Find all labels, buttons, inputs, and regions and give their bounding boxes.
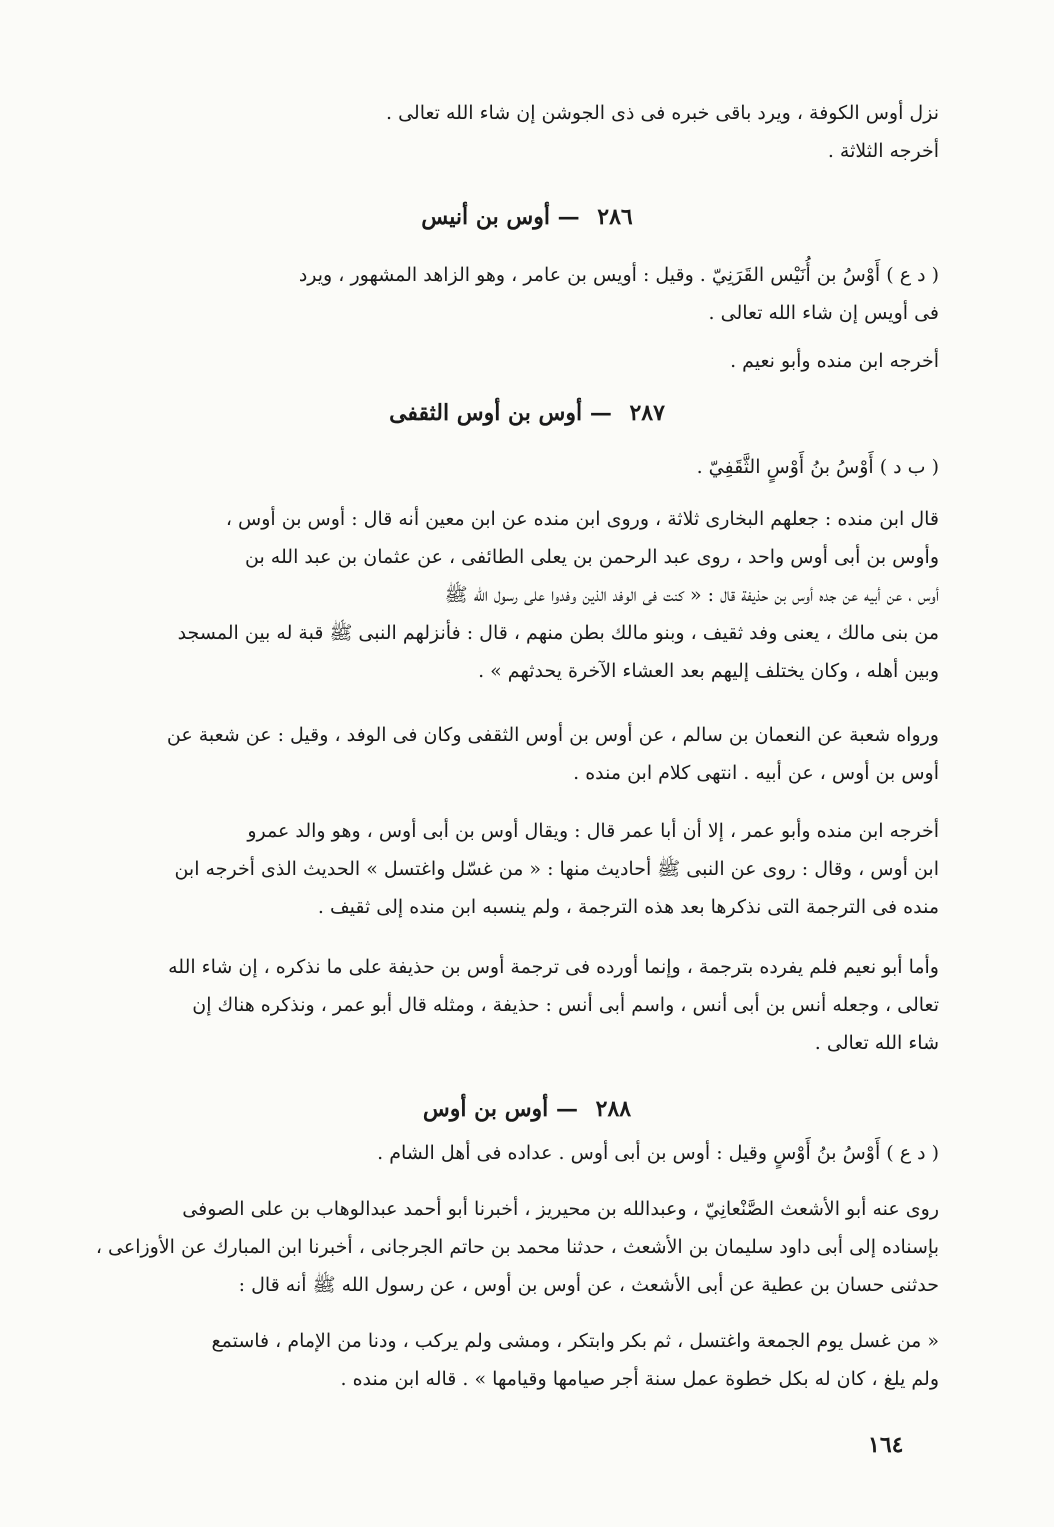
text-line: « من غسل يوم الجمعة واغتسل ، ثم بكر وابتكر ، ومشى ولم يركب ، ودنا من الإمام ، فاستمع bbox=[211, 1330, 939, 1352]
text-line: قال ابن منده : جعلهم البخارى ثلاثة ، وروى ابن منده عن ابن معين أنه قال : أوس بن أوس ، bbox=[225, 508, 939, 530]
text-line: ( د ع ) أَوْسُ بن أُنَيْس القَرَنِيّ . وقيل : أويس بن عامر ، وهو الزاهد المشهور ، ويرد bbox=[298, 264, 939, 286]
entry-heading: ٢٨٧ — أوس بن أوس الثقفى bbox=[389, 400, 665, 426]
entry-title: أوس بن أنيس bbox=[421, 204, 550, 230]
text-line: منده فى الترجمة التى نذكرها بعد هذه الترجمة ، ولم ينسبه ابن منده إلى ثقيف . bbox=[317, 896, 939, 918]
text-line: وبين أهله ، وكان يختلف إليهم بعد العشاء الآخرة يحدثهم » . bbox=[478, 660, 939, 682]
page-number: ١٦٤ bbox=[868, 1432, 904, 1458]
text-line: شاء الله تعالى . bbox=[814, 1032, 939, 1054]
entry-title: أوس بن أوس bbox=[422, 1096, 549, 1122]
text-line: روى عنه أبو الأشعث الصَّنْعانِيّ ، وعبدالله بن محيريز ، أخبرنا أبو أحمد عبدالوهاب بن على الصوفى bbox=[182, 1198, 939, 1220]
entry-paragraph bbox=[55, 448, 939, 486]
entry-heading: ٢٨٨ — أوس بن أوس bbox=[422, 1096, 632, 1122]
text-line: أخرجه ابن منده وأبو نعيم . bbox=[730, 350, 939, 372]
intro-paragraph bbox=[55, 94, 939, 170]
text-line: ( د ع ) أَوْسُ بنُ أَوْسٍ وقيل : أوس بن أبى أوس . عداده فى أهل الشام . bbox=[377, 1142, 939, 1164]
entry-paragraph bbox=[55, 342, 939, 380]
text-line: وأوس بن أبى أوس واحد ، روى عبد الرحمن بن يعلى الطائفى ، عن عثمان بن عبد الله بن bbox=[245, 546, 939, 568]
entry-paragraph bbox=[55, 1134, 939, 1172]
entry-paragraph bbox=[55, 948, 939, 1062]
text-line: تعالى ، وجعله أنس بن أبى أنس ، واسم أبى أنس : حذيفة ، ومثله قال أبو عمر ، ونذكره هناك إن bbox=[192, 994, 939, 1016]
text-line: نزل أوس الكوفة ، ويرد باقى خبره فى ذى الجوشن إن شاء الله تعالى . bbox=[386, 102, 939, 124]
text-line: حدثنى حسان بن عطية عن أبى الأشعث ، عن أوس بن أوس ، عن رسول الله ﷺ أنه قال : bbox=[238, 1274, 939, 1296]
text-line: ورواه شعبة عن النعمان بن سالم ، عن أوس بن أوس الثقفى وكان فى الوفد ، وقيل : عن شعبة عن bbox=[166, 724, 939, 746]
text-line: فى أويس إن شاء الله تعالى . bbox=[708, 302, 939, 324]
entry-paragraph bbox=[55, 500, 939, 690]
entry-paragraph bbox=[55, 812, 939, 926]
text-line: أوس بن أوس ، عن أبيه . انتهى كلام ابن منده . bbox=[573, 762, 939, 784]
text-line: أوس ، عن أبيه عن جده أوس بن حذيفة قال : « كنت فى الوفد الذين وفدوا على رسول الله ﷺ bbox=[444, 584, 939, 606]
entry-number: ٢٨٨ bbox=[595, 1096, 632, 1122]
entry-paragraph bbox=[55, 1190, 939, 1304]
text-line: ( ب د ) أَوْسُ بنُ أَوْسٍ الثَّقَفِيّ . bbox=[696, 456, 939, 478]
text-line: ابن أوس ، وقال : روى عن النبى ﷺ أحاديث منها : « من غسّل واغتسل » الحديث الذى أخرجه ابن bbox=[174, 858, 939, 880]
text-line: أخرجه ابن منده وأبو عمر ، إلا أن أبا عمر قال : ويقال أوس بن أبى أوس ، وهو والد عمرو bbox=[247, 820, 939, 842]
entry-paragraph bbox=[55, 716, 939, 792]
text-line: ولم يلغ ، كان له بكل خطوة عمل سنة أجر صيامها وقيامها » . قاله ابن منده . bbox=[340, 1368, 939, 1390]
text-line: أخرجه الثلاثة . bbox=[827, 140, 939, 162]
text-line: بإسناده إلى أبى داود سليمان بن الأشعث ، حدثنا محمد بن حاتم الجرجانى ، أخبرنا ابن المبارك عن الأوزاعى ، bbox=[95, 1236, 939, 1258]
entry-paragraph bbox=[55, 1322, 939, 1398]
entry-paragraph bbox=[55, 256, 939, 332]
text-line: من بنى مالك ، يعنى وفد ثقيف ، وبنو مالك بطن منهم ، قال : فأنزلهم النبى ﷺ قبة له بين المسجد bbox=[177, 622, 939, 644]
text-line: وأما أبو نعيم فلم يفرده بترجمة ، وإنما أورده فى ترجمة أوس بن حذيفة على ما نذكره ، إن شاء الله bbox=[168, 956, 939, 978]
entry-heading: ٢٨٦ — أوس بن أنيس bbox=[421, 204, 633, 230]
entry-number: ٢٨٧ bbox=[629, 400, 665, 426]
entry-title: أوس بن أوس الثقفى bbox=[389, 400, 583, 426]
entry-number: ٢٨٦ bbox=[597, 204, 633, 230]
